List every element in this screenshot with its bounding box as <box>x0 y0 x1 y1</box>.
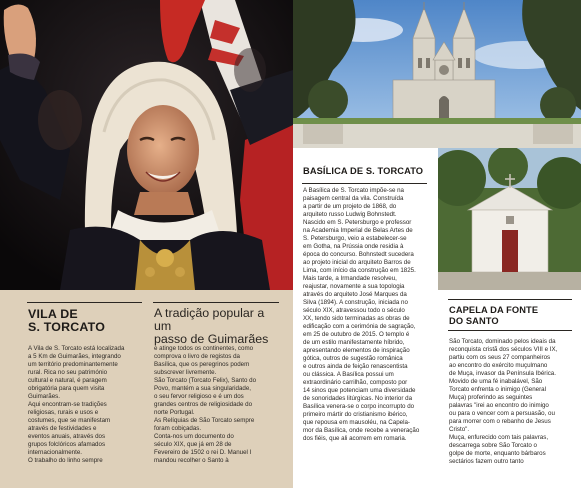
chapel-title-rule-top <box>448 299 572 300</box>
chapel-title-text: CAPELA DA FONTE DO SANTO <box>449 305 539 326</box>
vila-title-text: VILA DE S. TORCATO <box>28 307 106 334</box>
vila-title <box>28 308 105 334</box>
chapel-body <box>449 338 575 466</box>
chapel-photo-illustration <box>438 148 581 290</box>
vila-body <box>28 345 144 465</box>
chapel-title-rule-bottom <box>448 330 572 331</box>
vila-title-rule <box>27 302 142 303</box>
tradicao-title-text: A tradição popular a um passo de Guimarães <box>154 306 269 346</box>
tradicao-body <box>154 345 282 465</box>
chapel-photo <box>438 148 581 290</box>
chapel-title <box>449 305 538 327</box>
chapel-body-text: São Torcato, dominado pelos ideais da reconquista cristã dos séculos VIII e IX, partiu com os seus 27 companheiros ao encontro do exército muçulmano de Muça, invasor da Península Ibérica. Movido de uma fé inabalável, São Torcato enfrenta o inimigo (General Muça) proferindo as seguintes palavras "irei ao encontro do inimigo ou para o vencer com a persuasão, ou para morrer com o rebanho de Jesus Cristo". Muça, enfurecido com tais palavras, descarrega sobre São Torcato o golpe de morte, enquanto bárbaros sectários fazem outro tanto <box>449 338 558 465</box>
tradicao-title <box>154 307 284 346</box>
basilica-photo-illustration <box>293 0 581 148</box>
basilica-body-text: A Basílica de S. Torcato impõe-se na paisagem central da vila. Construída a partir de um projeto de 1868, do arquiteto russo Ludwig Bohnstedt. Nascido em S. Petersburgo e professor na Academia Imperial de Belas Artes de S. Petersburgo, veio a estabelecer-se em Gotha, na Prússia onde residia à época do concurso. Bohnstedt sucedera ao projeto inicial do arquiteto Barros de Lima, com início da construção em 1825. Mais tarde, a Irmandade resolveu, reajustar, novamente a sua topologia através do arquiteto José Marques da Silva (1894). A construção, iniciada no século XIX, atravessou todo o século XX, tendo sido terminadas as obras de edificação com a cerimónia de sagração, em 25 de outubro de 2015. O templo é de um estilo manifestamente híbrido, apresentando elementos de inspiração gótica, outros de sugestão românica e outros ainda de feição renascentista ou clássica. A Basílica possui um extraordinário carrilhão, composto por 14 sinos que potenciam uma diversidade de sonoridades litúrgicas. No interior da Basílica venera-se o corpo incorrupto do primeiro mártir do cristianismo ibérico, que repousa em mausoléu, na Capela- mor da Basílica, onde recebe a veneração dos fiéis, que ali acorrem em romaria. <box>303 187 420 442</box>
hero-photo <box>0 0 293 290</box>
basilica-title-rule <box>302 183 427 184</box>
basilica-title: BASÍLICA DE S. TORCATO <box>303 166 424 176</box>
hero-photo-illustration <box>0 0 293 290</box>
basilica-body <box>303 187 430 443</box>
tradicao-title-rule <box>153 302 279 303</box>
basilica-panel <box>293 148 438 488</box>
basilica-photo <box>293 0 581 148</box>
vila-body-text: A Vila de S. Torcato está localizada a 5 Km de Guimarães, integrando um território predominantemente rural. Rica no seu património cultural e natural, é paragem obrigatória para quem visita Guimarães. Aqui encontram-se tradições religiosas, rurais e usos e costumes, que se manifestam através de festividades e eventos anuais, através dos grupos folclóricos afamados internacionalmente. O trabalho do linho sempre <box>28 345 125 464</box>
tradicao-body-text: e atinge todos os continentes, como comprova o livro de registos da Basílica, que os peregrinos podem subscrever livremente. São Torcato (Torcato Felix), Santo do Povo, mantém a sua singularidade, o seu fervor religioso e é um dos grandes centros de religiosidade do norte Portugal. As Relíquias de São Torcato sempre foram cobiçadas. Conta-nos um documento do século XIX, que já em 28 de Fevereiro de 1502 o rei D. Manuel I mandou recolher o Santo à <box>154 345 257 464</box>
